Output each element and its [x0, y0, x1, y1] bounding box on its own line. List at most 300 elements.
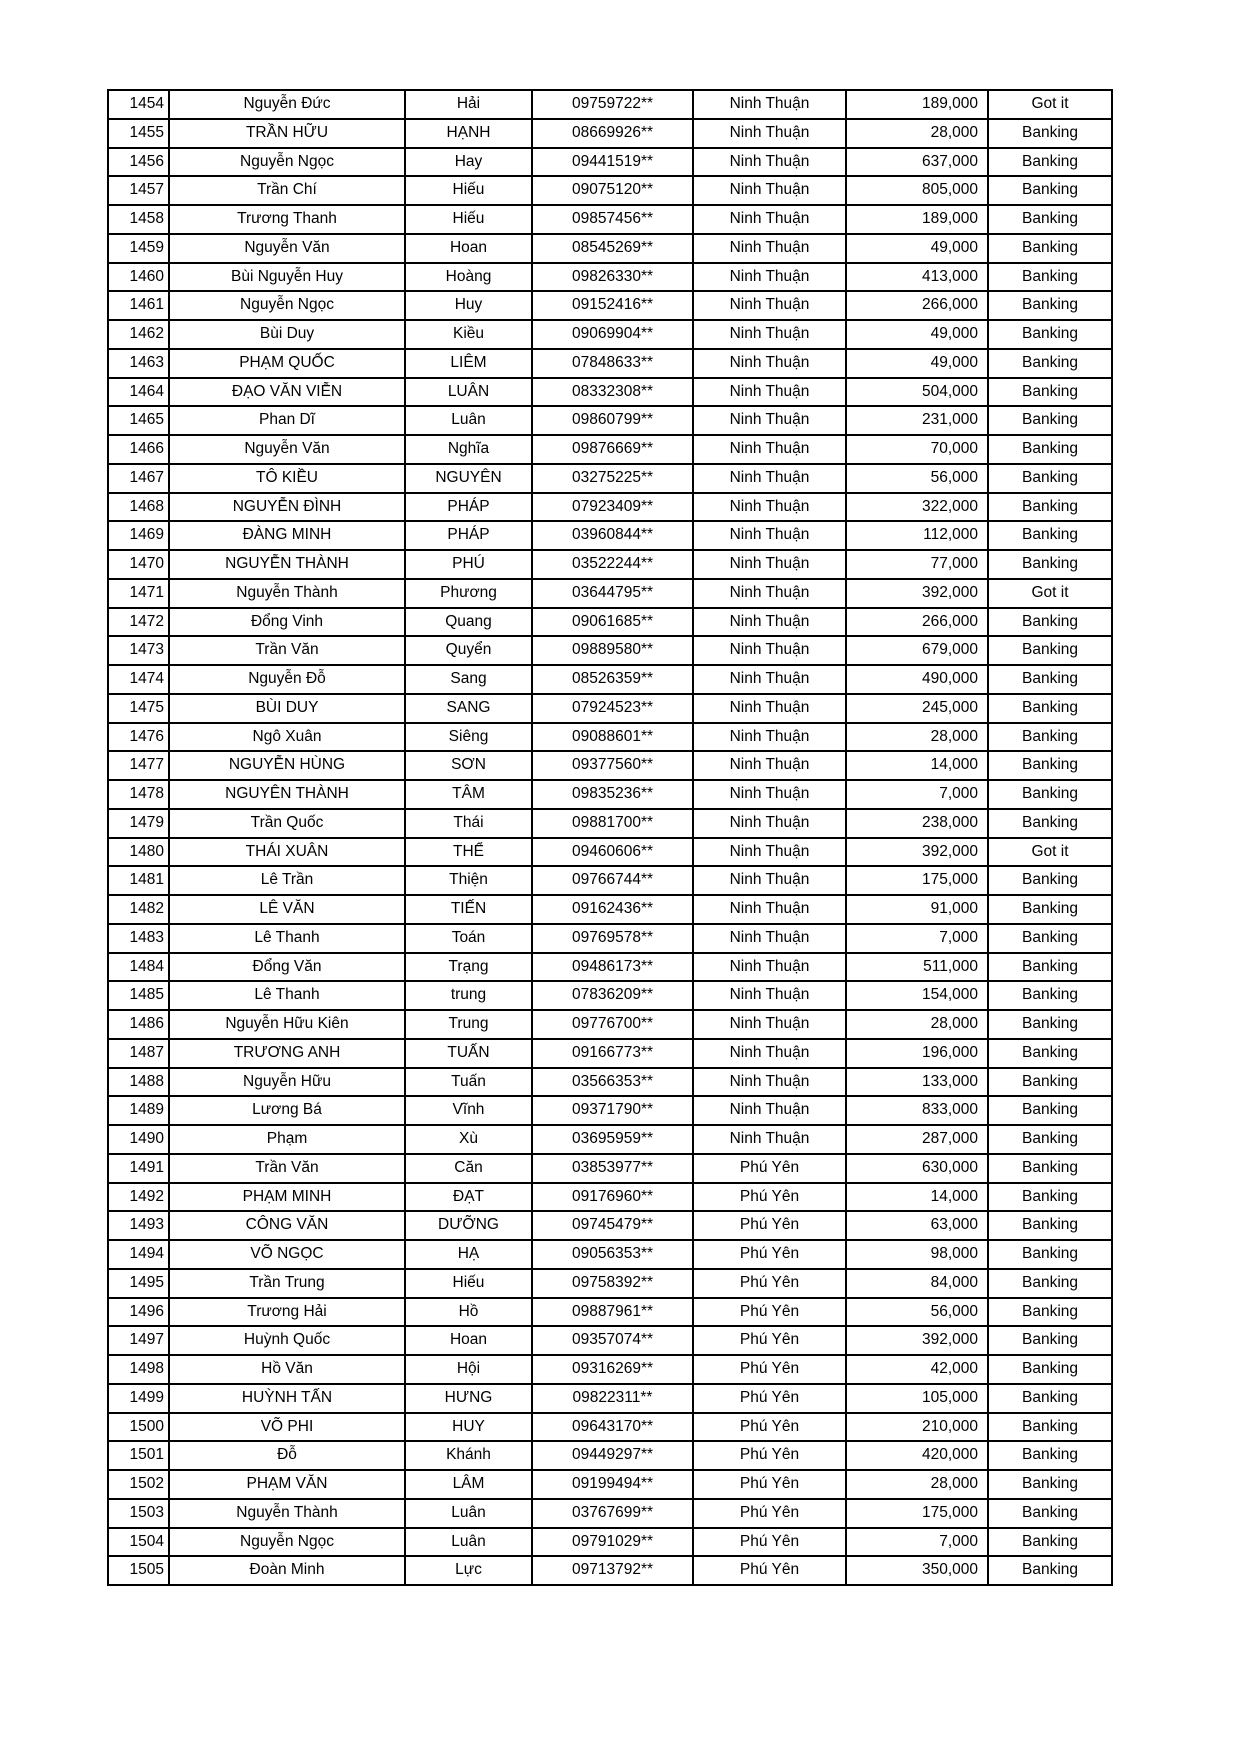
- table-row: [108, 550, 1112, 579]
- table-row: [108, 320, 1112, 349]
- cell-stt: 1481: [108, 866, 169, 895]
- cell-last-name: Khánh: [405, 1441, 532, 1470]
- cell-first-middle-name: Đổng Văn: [169, 953, 405, 982]
- cell-last-name: LÂM: [405, 1470, 532, 1499]
- cell-stt: 1475: [108, 694, 169, 723]
- cell-status: Banking: [988, 1528, 1112, 1557]
- cell-last-name: HẠNH: [405, 119, 532, 148]
- cell-stt: 1487: [108, 1039, 169, 1068]
- cell-last-name: TÂM: [405, 780, 532, 809]
- cell-stt: 1477: [108, 751, 169, 780]
- cell-amount: 98,000: [846, 1240, 988, 1269]
- cell-phone-masked: 09088601**: [532, 723, 693, 752]
- cell-amount: 504,000: [846, 378, 988, 407]
- cell-amount: 679,000: [846, 636, 988, 665]
- cell-last-name: THỂ: [405, 838, 532, 867]
- cell-province: Phú Yên: [693, 1556, 846, 1585]
- cell-first-middle-name: Nguyễn Văn: [169, 435, 405, 464]
- cell-stt: 1484: [108, 953, 169, 982]
- cell-status: Banking: [988, 953, 1112, 982]
- cell-stt: 1456: [108, 148, 169, 177]
- cell-phone-masked: 03522244**: [532, 550, 693, 579]
- cell-amount: 420,000: [846, 1441, 988, 1470]
- cell-amount: 322,000: [846, 493, 988, 522]
- cell-province: Ninh Thuận: [693, 378, 846, 407]
- cell-phone-masked: 09857456**: [532, 205, 693, 234]
- cell-last-name: TUẤN: [405, 1039, 532, 1068]
- cell-last-name: Nghĩa: [405, 435, 532, 464]
- cell-first-middle-name: Nguyễn Thành: [169, 1499, 405, 1528]
- cell-status: Banking: [988, 780, 1112, 809]
- cell-stt: 1472: [108, 608, 169, 637]
- table-row: [108, 378, 1112, 407]
- table-row: [108, 1499, 1112, 1528]
- cell-phone-masked: 09769578**: [532, 924, 693, 953]
- recipient-list-table: [107, 89, 1113, 1586]
- table-row: [108, 406, 1112, 435]
- cell-stt: 1463: [108, 349, 169, 378]
- cell-phone-masked: 03695959**: [532, 1125, 693, 1154]
- table-row: [108, 1211, 1112, 1240]
- cell-stt: 1461: [108, 291, 169, 320]
- cell-phone-masked: 09758392**: [532, 1269, 693, 1298]
- cell-last-name: Thiện: [405, 866, 532, 895]
- cell-phone-masked: 09745479**: [532, 1211, 693, 1240]
- table-row: [108, 751, 1112, 780]
- cell-first-middle-name: Phan Dĩ: [169, 406, 405, 435]
- cell-province: Ninh Thuận: [693, 838, 846, 867]
- cell-status: Banking: [988, 1068, 1112, 1097]
- cell-status: Banking: [988, 895, 1112, 924]
- cell-last-name: TIẾN: [405, 895, 532, 924]
- cell-first-middle-name: Trần Văn: [169, 636, 405, 665]
- cell-amount: 266,000: [846, 291, 988, 320]
- cell-first-middle-name: Lê Trần: [169, 866, 405, 895]
- cell-phone-masked: 07924523**: [532, 694, 693, 723]
- cell-amount: 392,000: [846, 1326, 988, 1355]
- cell-amount: 84,000: [846, 1269, 988, 1298]
- cell-status: Banking: [988, 924, 1112, 953]
- cell-status: Banking: [988, 751, 1112, 780]
- cell-stt: 1462: [108, 320, 169, 349]
- cell-first-middle-name: Trương Thanh: [169, 205, 405, 234]
- cell-stt: 1490: [108, 1125, 169, 1154]
- cell-phone-masked: 07923409**: [532, 493, 693, 522]
- cell-phone-masked: 09166773**: [532, 1039, 693, 1068]
- cell-province: Ninh Thuận: [693, 406, 846, 435]
- cell-province: Phú Yên: [693, 1211, 846, 1240]
- cell-province: Phú Yên: [693, 1413, 846, 1442]
- cell-stt: 1458: [108, 205, 169, 234]
- table-row: [108, 1441, 1112, 1470]
- cell-stt: 1454: [108, 90, 169, 119]
- cell-province: Phú Yên: [693, 1470, 846, 1499]
- cell-province: Ninh Thuận: [693, 90, 846, 119]
- cell-first-middle-name: Hồ Văn: [169, 1355, 405, 1384]
- cell-last-name: SANG: [405, 694, 532, 723]
- cell-last-name: Hoàng: [405, 263, 532, 292]
- cell-last-name: PHÁP: [405, 493, 532, 522]
- cell-status: Banking: [988, 665, 1112, 694]
- cell-last-name: Hoan: [405, 234, 532, 263]
- cell-province: Ninh Thuận: [693, 550, 846, 579]
- cell-phone-masked: 07836209**: [532, 981, 693, 1010]
- table-row: [108, 1326, 1112, 1355]
- cell-amount: 392,000: [846, 838, 988, 867]
- cell-province: Ninh Thuận: [693, 263, 846, 292]
- cell-status: Banking: [988, 1326, 1112, 1355]
- cell-stt: 1500: [108, 1413, 169, 1442]
- cell-province: Phú Yên: [693, 1528, 846, 1557]
- cell-first-middle-name: Nguyễn Hữu: [169, 1068, 405, 1097]
- cell-stt: 1467: [108, 464, 169, 493]
- cell-status: Banking: [988, 349, 1112, 378]
- cell-amount: 49,000: [846, 349, 988, 378]
- cell-status: Banking: [988, 263, 1112, 292]
- cell-phone-masked: 09152416**: [532, 291, 693, 320]
- cell-last-name: Quyển: [405, 636, 532, 665]
- cell-stt: 1479: [108, 809, 169, 838]
- cell-status: Banking: [988, 1096, 1112, 1125]
- cell-status: Banking: [988, 550, 1112, 579]
- cell-province: Phú Yên: [693, 1240, 846, 1269]
- cell-status: Banking: [988, 464, 1112, 493]
- cell-first-middle-name: ĐÀNG MINH: [169, 521, 405, 550]
- cell-last-name: Hải: [405, 90, 532, 119]
- cell-amount: 231,000: [846, 406, 988, 435]
- cell-phone-masked: 03853977**: [532, 1154, 693, 1183]
- cell-first-middle-name: HUỲNH TẤN: [169, 1384, 405, 1413]
- cell-status: Banking: [988, 406, 1112, 435]
- cell-first-middle-name: NGUYỄN THÀNH: [169, 550, 405, 579]
- cell-amount: 63,000: [846, 1211, 988, 1240]
- table-row: [108, 838, 1112, 867]
- cell-stt: 1493: [108, 1211, 169, 1240]
- cell-province: Ninh Thuận: [693, 780, 846, 809]
- cell-amount: 133,000: [846, 1068, 988, 1097]
- cell-phone-masked: 09881700**: [532, 809, 693, 838]
- table-row: [108, 205, 1112, 234]
- cell-stt: 1455: [108, 119, 169, 148]
- cell-last-name: PHÚ: [405, 550, 532, 579]
- cell-stt: 1464: [108, 378, 169, 407]
- cell-amount: 511,000: [846, 953, 988, 982]
- table-row: [108, 1183, 1112, 1212]
- cell-last-name: ĐẠT: [405, 1183, 532, 1212]
- table-row: [108, 521, 1112, 550]
- cell-province: Phú Yên: [693, 1441, 846, 1470]
- cell-province: Ninh Thuận: [693, 205, 846, 234]
- cell-first-middle-name: TRƯƠNG ANH: [169, 1039, 405, 1068]
- cell-province: Ninh Thuận: [693, 234, 846, 263]
- table-row: [108, 1096, 1112, 1125]
- cell-province: Ninh Thuận: [693, 1068, 846, 1097]
- cell-status: Banking: [988, 148, 1112, 177]
- cell-amount: 77,000: [846, 550, 988, 579]
- cell-status: Banking: [988, 1211, 1112, 1240]
- cell-amount: 266,000: [846, 608, 988, 637]
- table-row: [108, 1556, 1112, 1585]
- cell-first-middle-name: Nguyễn Ngọc: [169, 291, 405, 320]
- cell-phone-masked: 09377560**: [532, 751, 693, 780]
- cell-phone-masked: 09199494**: [532, 1470, 693, 1499]
- cell-stt: 1474: [108, 665, 169, 694]
- cell-last-name: trung: [405, 981, 532, 1010]
- cell-status: Banking: [988, 1010, 1112, 1039]
- cell-last-name: Vĩnh: [405, 1096, 532, 1125]
- cell-amount: 630,000: [846, 1154, 988, 1183]
- cell-province: Ninh Thuận: [693, 320, 846, 349]
- cell-status: Banking: [988, 1269, 1112, 1298]
- cell-status: Banking: [988, 493, 1112, 522]
- cell-first-middle-name: Đỗ: [169, 1441, 405, 1470]
- cell-phone-masked: 09357074**: [532, 1326, 693, 1355]
- cell-first-middle-name: Trần Quốc: [169, 809, 405, 838]
- cell-status: Banking: [988, 1125, 1112, 1154]
- table-row: [108, 1068, 1112, 1097]
- cell-amount: 28,000: [846, 1010, 988, 1039]
- cell-first-middle-name: Lê Thanh: [169, 981, 405, 1010]
- cell-amount: 7,000: [846, 1528, 988, 1557]
- cell-amount: 245,000: [846, 694, 988, 723]
- cell-province: Ninh Thuận: [693, 119, 846, 148]
- table-row: [108, 119, 1112, 148]
- table-row: [108, 435, 1112, 464]
- cell-last-name: LUÂN: [405, 378, 532, 407]
- cell-phone-masked: 09759722**: [532, 90, 693, 119]
- table-row: [108, 780, 1112, 809]
- cell-last-name: Hiếu: [405, 205, 532, 234]
- cell-status: Banking: [988, 866, 1112, 895]
- cell-stt: 1459: [108, 234, 169, 263]
- cell-status: Banking: [988, 435, 1112, 464]
- cell-stt: 1476: [108, 723, 169, 752]
- cell-first-middle-name: BÙI DUY: [169, 694, 405, 723]
- table-row: [108, 1384, 1112, 1413]
- cell-first-middle-name: Huỳnh Quốc: [169, 1326, 405, 1355]
- cell-stt: 1486: [108, 1010, 169, 1039]
- cell-status: Banking: [988, 1355, 1112, 1384]
- cell-province: Ninh Thuận: [693, 349, 846, 378]
- cell-stt: 1492: [108, 1183, 169, 1212]
- cell-stt: 1469: [108, 521, 169, 550]
- table-row: [108, 148, 1112, 177]
- cell-stt: 1482: [108, 895, 169, 924]
- cell-last-name: Lực: [405, 1556, 532, 1585]
- cell-stt: 1471: [108, 579, 169, 608]
- cell-amount: 42,000: [846, 1355, 988, 1384]
- table-row: [108, 579, 1112, 608]
- cell-first-middle-name: NGUYÊN THÀNH: [169, 780, 405, 809]
- cell-stt: 1495: [108, 1269, 169, 1298]
- cell-status: Banking: [988, 981, 1112, 1010]
- cell-last-name: Hồ: [405, 1298, 532, 1327]
- cell-stt: 1498: [108, 1355, 169, 1384]
- cell-amount: 392,000: [846, 579, 988, 608]
- cell-stt: 1491: [108, 1154, 169, 1183]
- cell-amount: 49,000: [846, 320, 988, 349]
- cell-first-middle-name: ĐẠO VĂN VIỄN: [169, 378, 405, 407]
- cell-amount: 413,000: [846, 263, 988, 292]
- cell-last-name: Hiếu: [405, 176, 532, 205]
- cell-status: Banking: [988, 723, 1112, 752]
- cell-stt: 1489: [108, 1096, 169, 1125]
- cell-last-name: DƯỠNG: [405, 1211, 532, 1240]
- table-row: [108, 1154, 1112, 1183]
- cell-province: Ninh Thuận: [693, 176, 846, 205]
- cell-first-middle-name: Nguyễn Văn: [169, 234, 405, 263]
- cell-stt: 1499: [108, 1384, 169, 1413]
- table-row: [108, 636, 1112, 665]
- cell-stt: 1494: [108, 1240, 169, 1269]
- cell-amount: 637,000: [846, 148, 988, 177]
- cell-first-middle-name: Nguyễn Ngọc: [169, 1528, 405, 1557]
- cell-last-name: HƯNG: [405, 1384, 532, 1413]
- cell-amount: 28,000: [846, 119, 988, 148]
- cell-status: Banking: [988, 1441, 1112, 1470]
- cell-stt: 1468: [108, 493, 169, 522]
- cell-last-name: Tuấn: [405, 1068, 532, 1097]
- cell-last-name: Hay: [405, 148, 532, 177]
- cell-province: Ninh Thuận: [693, 1010, 846, 1039]
- table-row: [108, 1528, 1112, 1557]
- table-row: [108, 464, 1112, 493]
- cell-first-middle-name: PHẠM MINH: [169, 1183, 405, 1212]
- cell-province: Phú Yên: [693, 1384, 846, 1413]
- cell-first-middle-name: CÔNG VĂN: [169, 1211, 405, 1240]
- cell-last-name: PHÁP: [405, 521, 532, 550]
- cell-amount: 154,000: [846, 981, 988, 1010]
- cell-phone-masked: 03566353**: [532, 1068, 693, 1097]
- cell-stt: 1497: [108, 1326, 169, 1355]
- cell-phone-masked: 09766744**: [532, 866, 693, 895]
- cell-status: Got it: [988, 90, 1112, 119]
- cell-phone-masked: 09876669**: [532, 435, 693, 464]
- cell-last-name: Hoan: [405, 1326, 532, 1355]
- cell-first-middle-name: Phạm: [169, 1125, 405, 1154]
- cell-last-name: Kiều: [405, 320, 532, 349]
- cell-province: Phú Yên: [693, 1298, 846, 1327]
- table-row: [108, 263, 1112, 292]
- cell-amount: 210,000: [846, 1413, 988, 1442]
- cell-amount: 14,000: [846, 751, 988, 780]
- cell-stt: 1503: [108, 1499, 169, 1528]
- cell-last-name: HUY: [405, 1413, 532, 1442]
- table-row: [108, 234, 1112, 263]
- cell-province: Phú Yên: [693, 1154, 846, 1183]
- cell-stt: 1466: [108, 435, 169, 464]
- cell-stt: 1473: [108, 636, 169, 665]
- table-row: [108, 608, 1112, 637]
- cell-last-name: Căn: [405, 1154, 532, 1183]
- cell-province: Ninh Thuận: [693, 291, 846, 320]
- cell-first-middle-name: TRẦN HỮU: [169, 119, 405, 148]
- cell-last-name: Toán: [405, 924, 532, 953]
- cell-province: Ninh Thuận: [693, 981, 846, 1010]
- cell-first-middle-name: Nguyễn Hữu Kiên: [169, 1010, 405, 1039]
- cell-status: Banking: [988, 1384, 1112, 1413]
- table-row: [108, 349, 1112, 378]
- cell-first-middle-name: Đổng Vinh: [169, 608, 405, 637]
- table-row: [108, 176, 1112, 205]
- cell-province: Phú Yên: [693, 1355, 846, 1384]
- cell-province: Ninh Thuận: [693, 694, 846, 723]
- table-row: [108, 1355, 1112, 1384]
- cell-stt: 1505: [108, 1556, 169, 1585]
- cell-last-name: Huy: [405, 291, 532, 320]
- cell-first-middle-name: THÁI XUÂN: [169, 838, 405, 867]
- cell-phone-masked: 09713792**: [532, 1556, 693, 1585]
- cell-first-middle-name: Bùi Duy: [169, 320, 405, 349]
- table-row: [108, 1413, 1112, 1442]
- cell-amount: 189,000: [846, 90, 988, 119]
- cell-last-name: Trung: [405, 1010, 532, 1039]
- table-row: [108, 1125, 1112, 1154]
- cell-first-middle-name: Nguyễn Thành: [169, 579, 405, 608]
- cell-phone-masked: 09826330**: [532, 263, 693, 292]
- cell-stt: 1478: [108, 780, 169, 809]
- cell-phone-masked: 09835236**: [532, 780, 693, 809]
- cell-status: Banking: [988, 1413, 1112, 1442]
- cell-amount: 287,000: [846, 1125, 988, 1154]
- cell-phone-masked: 09643170**: [532, 1413, 693, 1442]
- cell-last-name: Thái: [405, 809, 532, 838]
- cell-status: Banking: [988, 1183, 1112, 1212]
- cell-status: Banking: [988, 809, 1112, 838]
- cell-phone-masked: 09162436**: [532, 895, 693, 924]
- cell-province: Ninh Thuận: [693, 148, 846, 177]
- cell-phone-masked: 09822311**: [532, 1384, 693, 1413]
- cell-stt: 1460: [108, 263, 169, 292]
- cell-first-middle-name: NGUYỄN ĐÌNH: [169, 493, 405, 522]
- cell-status: Banking: [988, 1240, 1112, 1269]
- cell-first-middle-name: NGUYỄN HÙNG: [169, 751, 405, 780]
- cell-first-middle-name: Trần Chí: [169, 176, 405, 205]
- cell-amount: 56,000: [846, 1298, 988, 1327]
- table-row: [108, 866, 1112, 895]
- cell-phone-masked: 09061685**: [532, 608, 693, 637]
- table-body: [108, 90, 1112, 1585]
- cell-phone-masked: 08526359**: [532, 665, 693, 694]
- cell-amount: 833,000: [846, 1096, 988, 1125]
- cell-status: Banking: [988, 1556, 1112, 1585]
- cell-province: Ninh Thuận: [693, 723, 846, 752]
- table-row: [108, 809, 1112, 838]
- cell-last-name: Sang: [405, 665, 532, 694]
- cell-phone-masked: 09776700**: [532, 1010, 693, 1039]
- cell-phone-masked: 09889580**: [532, 636, 693, 665]
- cell-status: Banking: [988, 1154, 1112, 1183]
- cell-phone-masked: 09176960**: [532, 1183, 693, 1212]
- cell-province: Phú Yên: [693, 1499, 846, 1528]
- cell-phone-masked: 08669926**: [532, 119, 693, 148]
- cell-amount: 28,000: [846, 1470, 988, 1499]
- cell-province: Ninh Thuận: [693, 924, 846, 953]
- cell-status: Banking: [988, 234, 1112, 263]
- cell-first-middle-name: VÕ PHI: [169, 1413, 405, 1442]
- table-row: [108, 1039, 1112, 1068]
- cell-status: Banking: [988, 205, 1112, 234]
- cell-phone-masked: 08332308**: [532, 378, 693, 407]
- table-row: [108, 1269, 1112, 1298]
- cell-status: Got it: [988, 838, 1112, 867]
- cell-amount: 490,000: [846, 665, 988, 694]
- cell-phone-masked: 09449297**: [532, 1441, 693, 1470]
- cell-stt: 1504: [108, 1528, 169, 1557]
- cell-last-name: Hội: [405, 1355, 532, 1384]
- cell-first-middle-name: Lê Thanh: [169, 924, 405, 953]
- cell-province: Ninh Thuận: [693, 809, 846, 838]
